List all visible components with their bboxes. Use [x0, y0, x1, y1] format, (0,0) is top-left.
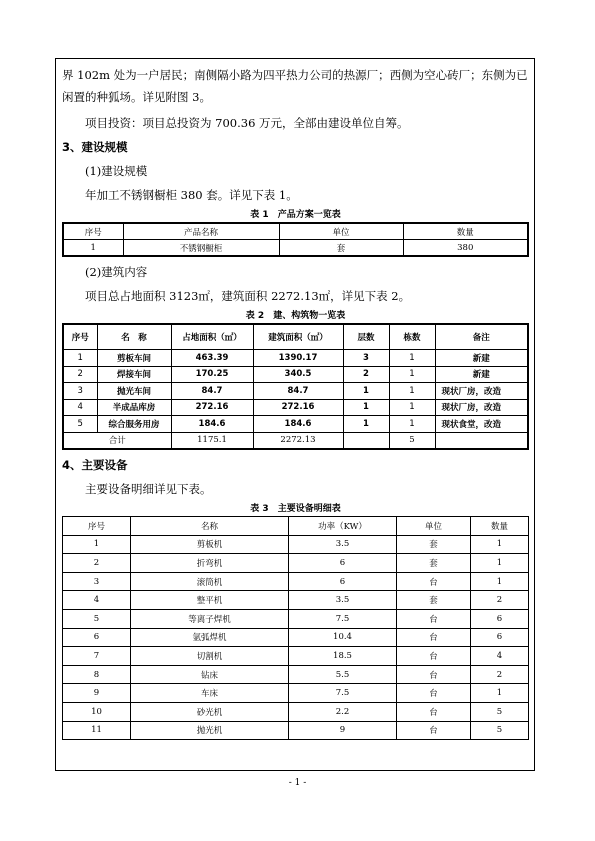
table-row	[63, 399, 528, 416]
table-cell: 184.6	[171, 416, 253, 433]
table-cell: 3	[63, 383, 97, 400]
table-cell: 1	[471, 554, 529, 573]
table-row	[63, 702, 529, 721]
table-cell: 1	[343, 383, 389, 400]
table-header-row	[63, 223, 528, 240]
table-row	[63, 572, 529, 591]
table-cell: 1390.17	[253, 350, 343, 367]
table-cell: 现状食堂，改造	[435, 416, 528, 433]
table-cell: 4	[63, 399, 97, 416]
table-cell: 5.5	[289, 665, 397, 684]
table-cell: 台	[397, 628, 471, 647]
col-header: 建筑面积（㎡）	[253, 324, 343, 350]
table-header-row	[63, 517, 529, 536]
table-cell: 1	[343, 416, 389, 433]
table-cell: 7.5	[289, 609, 397, 628]
table-cell: 6	[289, 572, 397, 591]
table-row	[63, 240, 528, 257]
table-total-row	[63, 432, 528, 449]
table-row	[63, 383, 528, 400]
table-cell: 1	[389, 350, 435, 367]
document-body	[62, 64, 529, 740]
table-cell: 1	[63, 535, 131, 554]
total-label: 合计	[63, 432, 171, 449]
equipment-table-body	[63, 535, 529, 740]
col-header: 单位	[279, 223, 403, 240]
table-cell: 2272.13	[253, 432, 343, 449]
table-cell: 焊接车间	[97, 366, 171, 383]
building-table	[62, 323, 529, 450]
table-cell: 2	[63, 366, 97, 383]
table-cell: 272.16	[171, 399, 253, 416]
investment-text: 项目投资：项目总投资为 700.36 万元，全部由建设单位自筹。	[85, 116, 409, 130]
table-cell: 整平机	[131, 591, 289, 610]
table-cell: 新建	[435, 366, 528, 383]
equipment-table	[62, 516, 529, 740]
table-cell: 套	[397, 554, 471, 573]
table-cell: 170.25	[171, 366, 253, 383]
table-cell: 切割机	[131, 647, 289, 666]
table-cell: 3.5	[289, 535, 397, 554]
table-row	[63, 591, 529, 610]
table-cell: 1	[389, 416, 435, 433]
col-header: 数量	[403, 223, 528, 240]
table-cell: 5	[63, 416, 97, 433]
table-cell: 6	[63, 628, 131, 647]
col-header: 序号	[63, 223, 123, 240]
col-header: 功率（KW）	[289, 517, 397, 536]
table-row	[63, 647, 529, 666]
sub1-text: 年加工不锈钢橱柜 380 套。详见下表 1。	[85, 188, 298, 202]
table-cell: 不锈钢橱柜	[123, 240, 279, 257]
table-cell: 抛光车间	[97, 383, 171, 400]
table-cell: 11	[63, 721, 131, 740]
table-cell: 1175.1	[171, 432, 253, 449]
table-cell: 抛光机	[131, 721, 289, 740]
col-header: 序号	[63, 324, 97, 350]
table-cell: 8	[63, 665, 131, 684]
table-cell: 184.6	[253, 416, 343, 433]
table-cell: 3.5	[289, 591, 397, 610]
table-cell: 4	[471, 647, 529, 666]
table-row	[63, 535, 529, 554]
table-cell: 6	[471, 628, 529, 647]
table-cell: 1	[389, 383, 435, 400]
table-cell: 折弯机	[131, 554, 289, 573]
table-cell: 9	[289, 721, 397, 740]
col-header: 产品名称	[123, 223, 279, 240]
table-row	[63, 665, 529, 684]
col-header: 栋数	[389, 324, 435, 350]
product-table	[62, 222, 529, 257]
table-cell: 砂光机	[131, 702, 289, 721]
table-cell: 4	[63, 591, 131, 610]
table-cell: 台	[397, 702, 471, 721]
intro-location-text: 界 102m 处为一户居民；南侧隔小路为四平热力公司的热源厂；西侧为空心砖厂；东侧为已闲置的种狐场。详见附图 3。	[62, 68, 528, 104]
table-cell: 台	[397, 572, 471, 591]
sub2-heading: (2)建筑内容	[85, 265, 148, 279]
col-header: 名 称	[97, 324, 171, 350]
table-row	[63, 628, 529, 647]
table-cell: 7.5	[289, 684, 397, 703]
table-cell: 2	[63, 554, 131, 573]
table-cell: 1	[343, 399, 389, 416]
table-cell: 1	[471, 535, 529, 554]
table-cell: 84.7	[171, 383, 253, 400]
table-cell: 10	[63, 702, 131, 721]
col-header: 备注	[435, 324, 528, 350]
col-header: 占地面积（㎡）	[171, 324, 253, 350]
table-cell: 3	[63, 572, 131, 591]
table-cell: 车床	[131, 684, 289, 703]
table-cell: 2	[471, 665, 529, 684]
table-cell: 1	[389, 399, 435, 416]
table-row	[63, 684, 529, 703]
table-cell: 5	[63, 609, 131, 628]
section4-text: 主要设备明细详见下表。	[85, 482, 212, 496]
table-cell: 新建	[435, 350, 528, 367]
table-cell: 9	[63, 684, 131, 703]
col-header: 数量	[471, 517, 529, 536]
table-cell: 综合服务用房	[97, 416, 171, 433]
section4-heading: 4、主要设备	[62, 458, 128, 472]
table-cell: 台	[397, 609, 471, 628]
page-number: - 1 -	[288, 778, 307, 788]
table-cell: 半成品库房	[97, 399, 171, 416]
table-cell: 2	[343, 366, 389, 383]
table-row	[63, 350, 528, 367]
table-cell: 套	[397, 591, 471, 610]
table-cell: 2	[471, 591, 529, 610]
table-cell: 1	[389, 366, 435, 383]
col-header: 层数	[343, 324, 389, 350]
table-cell: 氩弧焊机	[131, 628, 289, 647]
table-row	[63, 366, 528, 383]
table-cell: 1	[471, 684, 529, 703]
table-cell: 340.5	[253, 366, 343, 383]
table-cell: 6	[471, 609, 529, 628]
table-cell: 6	[289, 554, 397, 573]
table-cell: 84.7	[253, 383, 343, 400]
table-cell: 台	[397, 647, 471, 666]
table-cell: 380	[403, 240, 528, 257]
table-cell: 剪板车间	[97, 350, 171, 367]
table-cell: 台	[397, 665, 471, 684]
col-header: 名称	[131, 517, 289, 536]
table1-caption: 表 1 产品方案一览表	[250, 210, 341, 220]
table-cell: 2.2	[289, 702, 397, 721]
table-cell: 5	[471, 702, 529, 721]
table-cell: 1	[63, 350, 97, 367]
table-cell: 台	[397, 721, 471, 740]
table-cell: 463.39	[171, 350, 253, 367]
table-row	[63, 416, 528, 433]
table-cell: 10.4	[289, 628, 397, 647]
table-row	[63, 554, 529, 573]
table-cell: 滚筒机	[131, 572, 289, 591]
table-cell: 18.5	[289, 647, 397, 666]
table-cell: 套	[279, 240, 403, 257]
table-cell: 5	[389, 432, 435, 449]
section3-heading: 3、建设规模	[62, 140, 128, 154]
table-cell: 272.16	[253, 399, 343, 416]
sub2-text: 项目总占地面积 3123㎡，建筑面积 2272.13㎡，详见下表 2。	[85, 289, 411, 303]
table-row	[63, 721, 529, 740]
col-header: 序号	[63, 517, 131, 536]
table-header-row	[63, 324, 528, 350]
table-cell: 现状厂房，改造	[435, 399, 528, 416]
col-header: 单位	[397, 517, 471, 536]
table-cell: 1	[63, 240, 123, 257]
table-cell: 套	[397, 535, 471, 554]
table-cell: 3	[343, 350, 389, 367]
table-cell	[435, 432, 528, 449]
table-cell: 台	[397, 684, 471, 703]
sub1-heading: (1)建设规模	[85, 164, 148, 178]
table-cell: 钻床	[131, 665, 289, 684]
table-cell: 1	[471, 572, 529, 591]
table-cell: 等离子焊机	[131, 609, 289, 628]
table3-caption: 表 3 主要设备明细表	[250, 504, 341, 514]
table-row	[63, 609, 529, 628]
table-cell: 现状厂房，改造	[435, 383, 528, 400]
table-cell: 5	[471, 721, 529, 740]
table-cell: 剪板机	[131, 535, 289, 554]
table-cell: 7	[63, 647, 131, 666]
table2-caption: 表 2 建、构筑物一览表	[245, 311, 346, 321]
table-cell	[343, 432, 389, 449]
